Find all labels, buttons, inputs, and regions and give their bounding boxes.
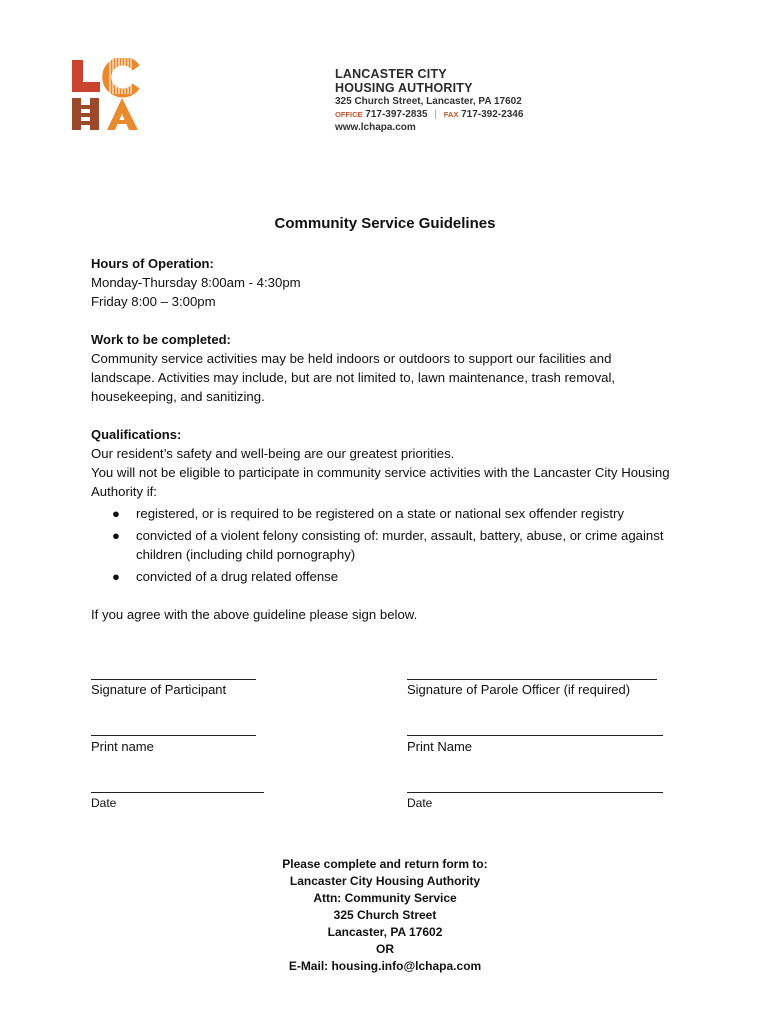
date-left-label: Date — [91, 796, 117, 810]
footer-line-4: 325 Church Street — [333, 908, 437, 922]
footer-email[interactable]: E-Mail: housing.info@lchapa.com — [288, 959, 482, 973]
agree-text: If you agree with the above guideline please sign below. — [91, 607, 418, 622]
print-name-right-label: Print Name — [407, 739, 473, 754]
bullet-icon: ● — [112, 569, 120, 584]
list-item — [108, 567, 668, 586]
print-name-left-line[interactable] — [91, 735, 256, 736]
date-right-line[interactable] — [407, 792, 663, 793]
participant-signature-line[interactable] — [91, 679, 256, 680]
footer-line-1: Please complete and return form to: — [282, 857, 488, 871]
list-item-text: convicted of a drug related offense — [136, 569, 339, 584]
list-item-text: convicted of a violent felony consisting of: murder, assault, battery, abuse, or crime against children (including child pornography) — [136, 528, 664, 562]
org-website: www.lchapa.com — [335, 122, 416, 133]
date-right-label: Date — [407, 796, 433, 810]
parole-signature-label: Signature of Parole Officer (if required) — [407, 682, 631, 697]
logo-letter-h — [72, 98, 99, 130]
org-name — [335, 67, 473, 95]
hours-heading: Hours of Operation: — [91, 256, 214, 271]
work-heading: Work to be completed: — [91, 332, 231, 347]
footer-line-5: Lancaster, PA 17602 — [327, 925, 443, 939]
print-name-right-line[interactable] — [407, 735, 663, 736]
date-left-line[interactable] — [91, 792, 264, 793]
office-label: OFFICE — [335, 110, 363, 119]
org-phones — [335, 109, 523, 120]
hours-section — [91, 254, 671, 311]
logo-letter-l — [72, 60, 100, 92]
footer-line-2: Lancaster City Housing Authority — [289, 874, 481, 888]
list-item — [108, 504, 668, 523]
org-name-line2: HOUSING AUTHORITY — [335, 81, 473, 95]
list-item-text: registered, or is required to be registered on a state or national sex offender registry — [136, 506, 624, 521]
fax-phone: 717-392-2346 — [461, 109, 524, 120]
document-title: Community Service Guidelines — [274, 215, 496, 232]
fax-label: FAX — [443, 110, 459, 119]
lcha-logo — [70, 58, 142, 132]
participant-signature-label: Signature of Participant — [91, 682, 227, 697]
org-address: 325 Church Street, Lancaster, PA 17602 — [335, 96, 522, 107]
bullet-icon: ● — [112, 528, 120, 543]
footer-line-6: OR — [376, 942, 394, 956]
bullet-icon: ● — [112, 506, 120, 521]
footer-line-3: Attn: Community Service — [313, 891, 457, 905]
disqualification-list — [108, 504, 668, 589]
phone-separator: | — [434, 109, 437, 120]
hours-line-2: Friday 8:00 – 3:00pm — [91, 294, 216, 309]
parole-signature-line[interactable] — [407, 679, 657, 680]
qualifications-section — [91, 425, 671, 501]
org-name-line1: LANCASTER CITY — [335, 67, 447, 81]
qualifications-line-1: Our resident’s safety and well-being are our greatest priorities. — [91, 446, 455, 461]
return-instructions — [0, 856, 770, 975]
qualifications-heading: Qualifications: — [91, 427, 182, 442]
office-phone: 717-397-2835 — [365, 109, 428, 120]
hours-line-1: Monday-Thursday 8:00am - 4:30pm — [91, 275, 301, 290]
list-item — [108, 526, 668, 564]
work-section — [91, 330, 671, 406]
work-text: Community service activities may be held indoors or outdoors to support our facilities and landscape. Activities may include, but are not limited to, lawn maintenance, trash removal, housekeeping, and sanitizing. — [91, 351, 616, 404]
logo-letter-a — [107, 98, 138, 130]
print-name-left-label: Print name — [91, 739, 154, 754]
qualifications-line-2: You will not be eligible to participate in community service activities with the Lancaster City Housing Authority if: — [91, 465, 670, 499]
logo-letter-c — [107, 58, 136, 94]
